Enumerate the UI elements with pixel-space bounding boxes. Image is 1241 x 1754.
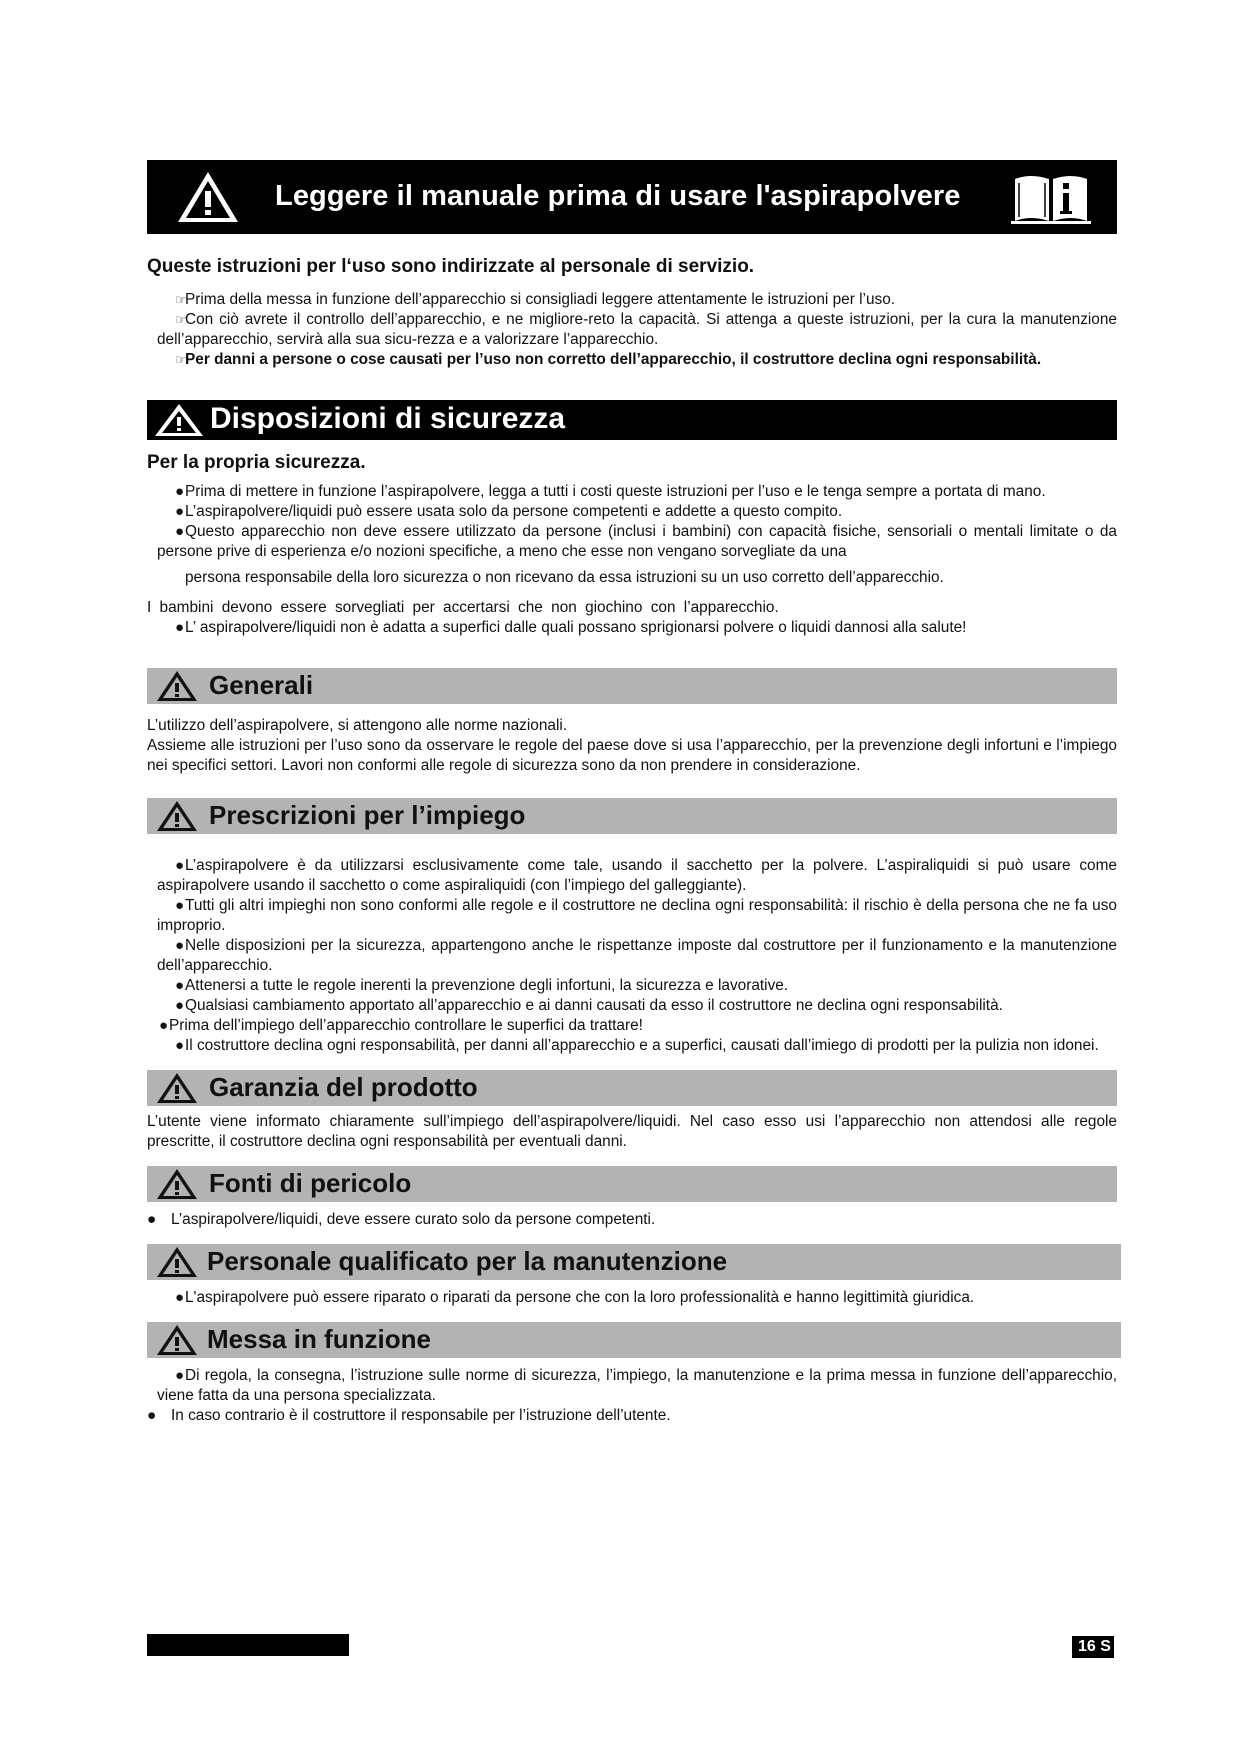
- warning-triangle-icon: [155, 1167, 199, 1206]
- bullet-icon: ●: [175, 1037, 185, 1054]
- warranty-title: Garanzia del prodotto: [209, 1072, 478, 1102]
- safety-continuation: persona responsabile della loro sicurezza o non ricevano da essa istruzioni su un uso corretto dell’apparecchio.: [185, 569, 944, 586]
- usage-item: ● L’aspirapolvere è da utilizzarsi esclusivamente come tale, usando il sacchetto per la polvere. L’aspiraliquidi si può usare come aspirapolvere usando il sacchetto o come aspiraliquidi (con l’impiego del galleggiante).: [147, 856, 1117, 896]
- safety-section-header: [147, 400, 1117, 440]
- warning-triangle-icon: [175, 169, 241, 230]
- startup-item: ● In caso contrario è il costruttore il responsabile per l’istruzione dell’utente.: [147, 1407, 671, 1424]
- usage-item: ● Qualsiasi cambiamento apportato all’apparecchio e ai danni causati da esso il costruttore ne declina ogni responsabilità.: [147, 996, 1117, 1016]
- intro-item-bold: ☞ Per danni a persone o cose causati per l’uso non corretto dell’apparecchio, il costruttore declina ogni responsabilità.: [147, 350, 1117, 370]
- usage-item: ● Nelle disposizioni per la sicurezza, appartengono anche le rispettanze imposte dal costruttore per il funzionamento e la manutenzione dell’apparecchio.: [147, 936, 1117, 976]
- bullet-icon: ●: [175, 1367, 185, 1384]
- startup-section-header: [147, 1322, 1121, 1358]
- maintenance-title: Personale qualificato per la manutenzione: [207, 1246, 728, 1276]
- general-title: Generali: [209, 670, 314, 700]
- bullet-icon: ●: [175, 937, 185, 954]
- children-note: I bambini devono essere sorvegliati per accertarsi che non giochino con l’apparecchio.: [147, 599, 779, 616]
- intro-heading: Queste istruzioni per l‘uso sono indirizzate al personale di servizio.: [147, 256, 755, 277]
- usage-item: ● Tutti gli altri impieghi non sono conformi alle regole e il costruttore ne declina ogni responsabilità: il rischio è della persona che ne fa uso improprio.: [147, 896, 1117, 936]
- usage-section-header: [147, 798, 1117, 834]
- safety-title: Disposizioni di sicurezza: [210, 402, 566, 435]
- safety-item: ● L’aspirapolvere/liquidi può essere usata solo da persone competenti e addette a questo compito.: [147, 502, 1117, 522]
- intro-item: ☞ Prima della messa in funzione dell’apparecchio si consigliadi leggere attentamente le istruzioni per l’uso.: [147, 290, 1117, 310]
- bullet-icon: ●: [175, 483, 185, 500]
- startup-title: Messa in funzione: [207, 1324, 431, 1354]
- maintenance-section-header: [147, 1244, 1121, 1280]
- manual-header-bar: [147, 160, 1117, 234]
- warning-triangle-icon: [155, 1245, 199, 1284]
- bullet-icon: ●: [175, 1289, 185, 1306]
- maintenance-item: ● L'aspirapolvere può essere riparato o riparati da persone che con la loro professionalità e hanno legittimità giuridica.: [147, 1288, 1117, 1308]
- bullet-icon: ●: [175, 977, 185, 994]
- page-number: 16 S: [1072, 1636, 1114, 1658]
- general-line: L’utilizzo dell’aspirapolvere, si attengono alle norme nazionali.: [147, 717, 568, 734]
- general-section-header: [147, 668, 1117, 704]
- pointing-hand-icon: ☞: [175, 312, 187, 327]
- usage-item: ● Attenersi a tutte le regole inerenti la prevenzione degli infortuni, la sicurezza e lavorative.: [147, 976, 1117, 996]
- bullet-icon: ●: [175, 503, 185, 520]
- hazards-title: Fonti di pericolo: [209, 1168, 412, 1198]
- bullet-icon: ●: [175, 997, 185, 1014]
- hazards-item: ● L’aspirapolvere/liquidi, deve essere curato solo da persone competenti.: [147, 1211, 656, 1228]
- warranty-text: L’utente viene informato chiaramente sull’impiego dell’aspirapolvere/liquidi. Nel caso esso usi l’apparecchio non attendosi alle regole prescritte, il costruttore declina ogni responsabilità per eventuali danni.: [147, 1113, 1117, 1150]
- warning-triangle-icon: [155, 669, 199, 708]
- warning-triangle-icon: [153, 403, 205, 442]
- bullet-icon: ●: [159, 1017, 169, 1034]
- usage-title: Prescrizioni per l’impiego: [209, 800, 526, 830]
- page-content: [147, 160, 1117, 1426]
- safety-item: ● L’ aspirapolvere/liquidi non è adatta a superfici dalle quali possano sprigionarsi polvere o liquidi dannosi alla salute!: [147, 618, 1117, 638]
- bullet-icon: ●: [175, 619, 185, 636]
- footer-bar: [147, 1634, 349, 1656]
- startup-item: ● Di regola, la consegna, l’istruzione sulle norme di sicurezza, l’impiego, la manutenzione e la prima messa in funzione dell’apparecchio, viene fatta da una persona specializzata.: [147, 1366, 1117, 1406]
- usage-item: ● Il costruttore declina ogni responsabilità, per danni all’apparecchio e a superfici, causati dall’imiego di prodotti per la pulizia non idonei.: [147, 1036, 1117, 1056]
- safety-item: ● Prima di mettere in funzione l’aspirapolvere, legga a tutti i costi queste istruzioni per l’uso e le tenga sempre a portata di mano.: [147, 482, 1117, 502]
- bullet-icon: ●: [147, 1211, 157, 1228]
- bullet-icon: ●: [175, 857, 185, 874]
- bullet-icon: ●: [175, 897, 185, 914]
- warning-triangle-icon: [155, 1071, 199, 1110]
- header-title: Leggere il manuale prima di usare l'aspirapolvere: [275, 180, 961, 212]
- warning-triangle-icon: [155, 799, 199, 838]
- bullet-icon: ●: [175, 523, 185, 540]
- safety-subheading: Per la propria sicurezza.: [147, 452, 366, 473]
- safety-item: ● Questo apparecchio non deve essere utilizzato da persone (inclusi i bambini) con capacità fisiche, sensoriali o mentali limitate o da persone prive di esperienza e/o nozioni specifiche, a meno che esse non vengano sorvegliate da una: [147, 522, 1117, 562]
- info-book-icon: [1011, 171, 1091, 230]
- warranty-section-header: [147, 1070, 1117, 1106]
- pointing-hand-icon: ☞: [175, 292, 187, 307]
- pointing-hand-icon: ☞: [175, 352, 187, 367]
- general-paragraph: Assieme alle istruzioni per l’uso sono da osservare le regole del paese dove si usa l’apparecchio, per la prevenzione degli infortuni e l’impiego nei specifici settori. Lavori non conformi alle regole di sicurezza sono da non prendere in considerazione.: [147, 737, 1117, 774]
- hazards-section-header: [147, 1166, 1117, 1202]
- usage-item: ● Prima dell’impiego dell’apparecchio controllare le superfici da trattare!: [147, 1016, 1117, 1036]
- warning-triangle-icon: [155, 1323, 199, 1362]
- bullet-icon: ●: [147, 1407, 157, 1424]
- intro-item: ☞ Con ciò avrete il controllo dell’apparecchio, e ne migliore-reto la capacità. Si attenga a queste istruzioni, per la cura la manutenzione dell’apparecchio, servirà alla sua sicu-rezza e a valorizzare l’apparecchio.: [147, 310, 1117, 350]
